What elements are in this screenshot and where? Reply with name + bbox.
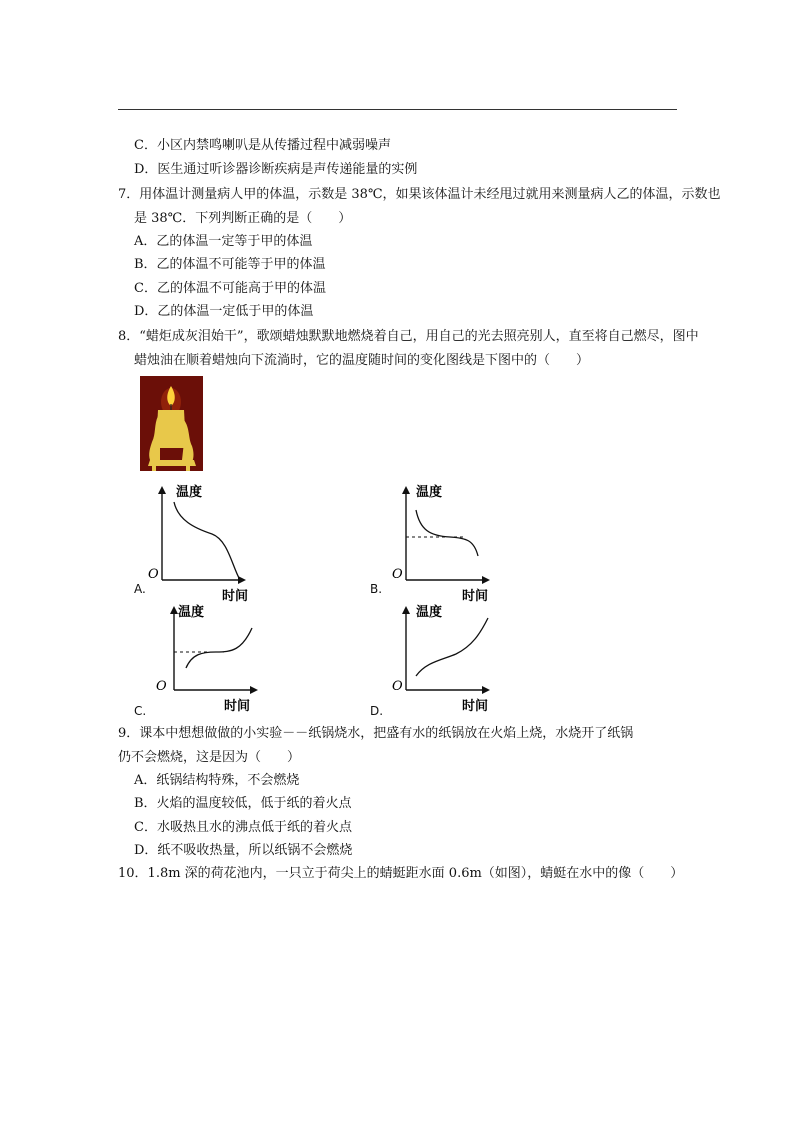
wax-leg-left bbox=[152, 462, 156, 471]
graph-b-x-label: 时间 bbox=[462, 589, 489, 604]
graph-a-origin: O bbox=[148, 567, 159, 582]
header-rule bbox=[118, 109, 677, 110]
q8-stem-line1: 8．“蜡炬成灰泪始干”，歌颂蜡烛默默地燃烧着自己，用自己的光去照亮别人，直至将自己燃尽，图中 bbox=[118, 329, 699, 344]
graph-b-curve bbox=[416, 510, 478, 556]
q7-stem-line2: 是 38℃．下列判断正确的是（ ） bbox=[134, 211, 352, 226]
q7-option-b: B．乙的体温不可能等于甲的体温 bbox=[134, 257, 326, 272]
candle-body bbox=[156, 410, 186, 448]
q9-option-a: A．纸锅结构特殊，不会燃烧 bbox=[134, 773, 300, 788]
graph-c-curve bbox=[186, 628, 252, 668]
graph-d-y-label: 温度 bbox=[416, 605, 443, 620]
graph-a-y-label: 温度 bbox=[176, 485, 203, 500]
q9-stem-line2: 仍不会燃烧，这是因为（ ） bbox=[118, 750, 301, 765]
q7-stem-line1: 7．用体温计测量病人甲的体温，示数是 38℃，如果该体温计未经甩过就用来测量病人乙的体温，示数也 bbox=[118, 187, 721, 202]
graph-c-origin: O bbox=[156, 679, 167, 694]
graph-c bbox=[132, 600, 282, 730]
graph-c-option-label: C. bbox=[134, 704, 147, 718]
q7-option-d: D．乙的体温一定低于甲的体温 bbox=[134, 304, 314, 319]
graph-d-curve bbox=[416, 618, 488, 676]
graph-a-option-label: A. bbox=[134, 582, 146, 596]
q7-option-c: C．乙的体温不可能高于甲的体温 bbox=[134, 281, 326, 296]
q9-stem-line1: 9．课本中想想做做的小实验－－纸锅烧水，把盛有水的纸锅放在火焰上烧，水烧开了纸锅 bbox=[118, 726, 634, 741]
wax-leg-right bbox=[186, 462, 190, 471]
graph-b bbox=[370, 480, 520, 610]
q9-option-c: C．水吸热且水的沸点低于纸的着火点 bbox=[134, 820, 352, 835]
graph-d-x-label: 时间 bbox=[462, 699, 489, 714]
q6-option-d: D．医生通过听诊器诊断疾病是声传递能量的实例 bbox=[134, 162, 418, 177]
candle-image bbox=[140, 376, 203, 471]
graph-a bbox=[132, 480, 282, 610]
candle-illustration bbox=[140, 376, 203, 471]
graph-d-origin: O bbox=[392, 679, 403, 694]
q8-stem-line2: 蜡烛油在顺着蜡烛向下流淌时，它的温度随时间的变化图线是下图中的（ ） bbox=[134, 353, 590, 368]
graph-b-option-label: B. bbox=[370, 582, 383, 596]
q9-option-b: B．火焰的温度较低，低于纸的着火点 bbox=[134, 796, 352, 811]
graph-d-option-label: D. bbox=[370, 704, 384, 718]
q7-option-a: A．乙的体温一定等于甲的体温 bbox=[134, 234, 313, 249]
graph-a-curve bbox=[174, 502, 240, 580]
graph-c-x-label: 时间 bbox=[224, 699, 251, 714]
q6-option-c: C．小区内禁鸣喇叭是从传播过程中减弱噪声 bbox=[134, 138, 391, 153]
graph-a-x-label: 时间 bbox=[222, 589, 249, 604]
graph-c-y-label: 温度 bbox=[178, 605, 205, 620]
graph-d bbox=[370, 600, 520, 730]
graph-b-origin: O bbox=[392, 567, 403, 582]
q10-stem-line1: 10．1.8m 深的荷花池内，一只立于荷尖上的蜻蜓距水面 0.6m（如图），蜻蜓在水中的像（ ） bbox=[118, 866, 684, 881]
q9-option-d: D．纸不吸收热量，所以纸锅不会燃烧 bbox=[134, 843, 353, 858]
graph-b-y-label: 温度 bbox=[416, 485, 443, 500]
